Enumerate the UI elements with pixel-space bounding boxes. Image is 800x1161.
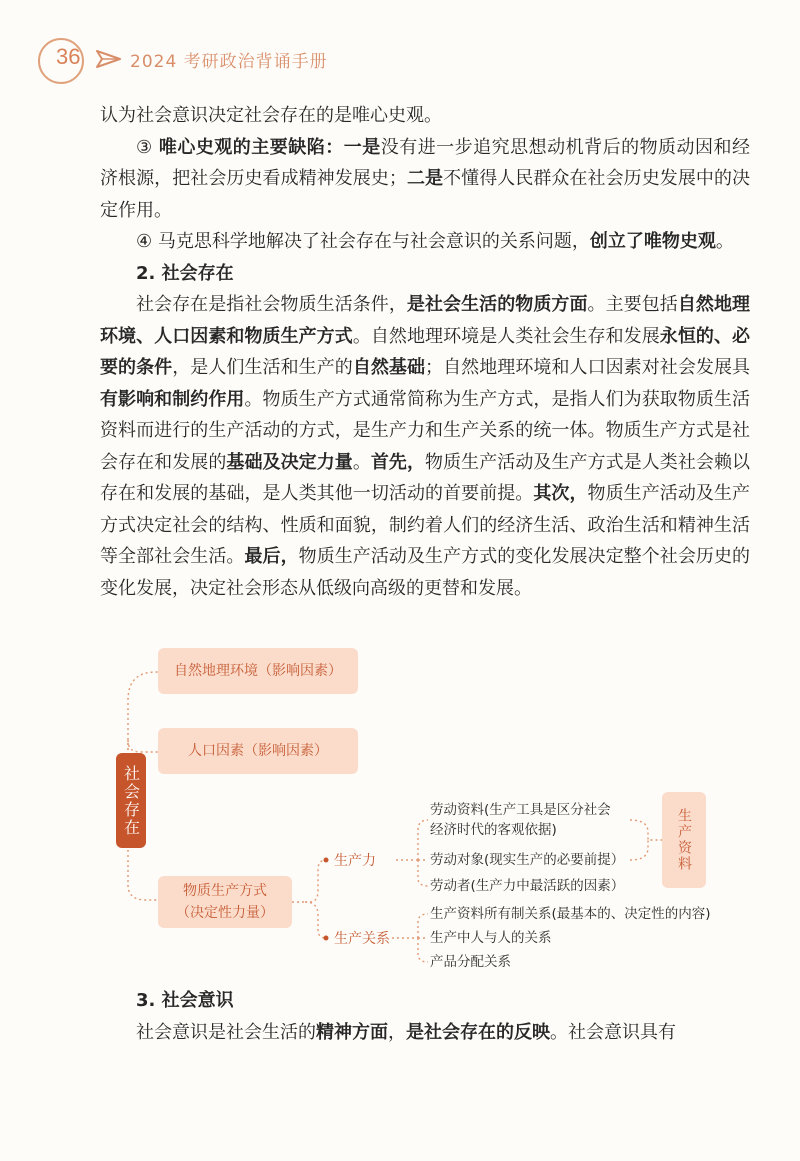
heading-text: 2. 社会存在 [136, 262, 234, 284]
heading-text: 3. 社会意识 [136, 990, 234, 1011]
bold-text: 首先， [370, 451, 426, 473]
pf-item [430, 800, 611, 840]
text: 没有进一步追究思想动机背后的物质动因和经济根源，把社会历史看成精神发展史； [100, 136, 751, 189]
pf-item: 劳动对象(现实生产的必要前提） [430, 852, 625, 868]
text: 马克思科学地解决了社会存在与社会意识的关系问题， [157, 231, 590, 252]
paragraph [100, 289, 750, 604]
text: 。 [352, 451, 371, 473]
text: 。物质生产方式通常简称为生产方式，是指人们为获取物质生活资料而进行的生产活动的方式，是生产力和生产关系的统一体。物质生产方式是社会存在和发展的 [100, 388, 751, 473]
text: 物质生产活动及生产方式是人类社会赖以存在和发展的基础，是人类其他一切活动的首要前提。 [100, 451, 751, 504]
item-text: 劳动资料(生产工具是区分社会 [430, 802, 611, 818]
productive-forces-label: 生产力 [334, 853, 376, 869]
bold-text: 其次， [533, 483, 588, 504]
rel-item: 生产中人与人的关系 [430, 930, 552, 946]
bold-text: 是社会存在的反映 [406, 1021, 550, 1043]
node-mode-of-production [158, 876, 292, 928]
bold-text: 有影响和制约作用 [100, 388, 245, 410]
text: 物质生产活动及生产方式决定社会的结构、性质和面貌，制约着人们的经济生活、政治生活和精神生活等全部社会生活。 [100, 483, 751, 567]
rel-item: 产品分配关系 [430, 954, 511, 970]
node-label: 物质生产方式 [183, 883, 267, 899]
paragraph [100, 100, 750, 132]
bold-text: 基础及决定力量 [226, 451, 353, 473]
bullet-dot [324, 858, 329, 863]
bold-text: 是社会生活的物质方面 [406, 294, 588, 315]
text: 社会意识是社会生活的 [136, 1021, 316, 1043]
paragraph [100, 1017, 750, 1049]
bold-text: 创立了唯物史观 [589, 231, 716, 252]
bold-text: 唯心史观的主要缺陷： [158, 136, 344, 158]
bold-text: 自然基础 [352, 357, 426, 378]
text: 。主要包括 [587, 294, 678, 315]
text: ，是人们生活和生产的 [172, 357, 353, 378]
bold-text: 永恒的、必要的条件 [100, 325, 751, 378]
section-3 [100, 985, 750, 1048]
text: ④ [136, 231, 158, 252]
diagram-root-node: 社会存在 [116, 753, 146, 848]
text: ， [388, 1021, 406, 1043]
page-number: 36 [56, 44, 81, 69]
relations-of-production-label: 生产关系 [334, 931, 390, 947]
paragraph [100, 132, 750, 227]
book-title: 2024 考研政治背诵手册 [130, 52, 328, 72]
concept-diagram [100, 640, 750, 970]
paragraph [100, 226, 750, 258]
bullet-dot [324, 936, 329, 941]
text: ③ [136, 136, 159, 158]
node-label: （决定性力量） [176, 905, 274, 921]
text: 认为社会意识决定社会存在的是唯心史观。 [100, 105, 442, 126]
item-text: 经济时代的客观依据) [430, 822, 557, 838]
bold-text: 一是 [343, 136, 381, 158]
pf-item: 劳动者(生产力中最活跃的因素） [430, 878, 625, 894]
body-text [100, 100, 750, 604]
text: ；自然地理环境和人口因素对社会发展具 [425, 357, 751, 378]
paper-plane-icon [96, 49, 122, 69]
text: 。社会意识具有 [550, 1021, 676, 1043]
bold-text: 精神方面 [316, 1021, 388, 1043]
page-header [0, 0, 800, 95]
text: 社会存在是指社会物质生活条件， [136, 294, 407, 315]
bold-text: 自然地理环境、人口因素和物质生产方式 [100, 294, 751, 347]
section-heading [100, 258, 750, 290]
section-heading [100, 985, 750, 1017]
node-natural-geography: 自然地理环境（影响因素） [158, 648, 358, 694]
bold-text: 最后， [244, 546, 299, 567]
text: 物质生产活动及生产方式的变化发展决定整个社会历史的变化发展，决定社会形态从低级向高级的更替和发展。 [100, 546, 751, 599]
text: 。自然地理环境是人类社会生存和发展 [352, 325, 660, 347]
text: 。 [715, 231, 734, 252]
text: 不懂得人民群众在社会历史发展中的决定作用。 [100, 168, 751, 221]
node-means-of-production: 生产资料 [662, 792, 706, 888]
bold-text: 二是 [406, 168, 444, 189]
node-population: 人口因素（影响因素） [158, 728, 358, 774]
rel-item: 生产资料所有制关系(最基本的、决定性的内容) [430, 906, 711, 922]
